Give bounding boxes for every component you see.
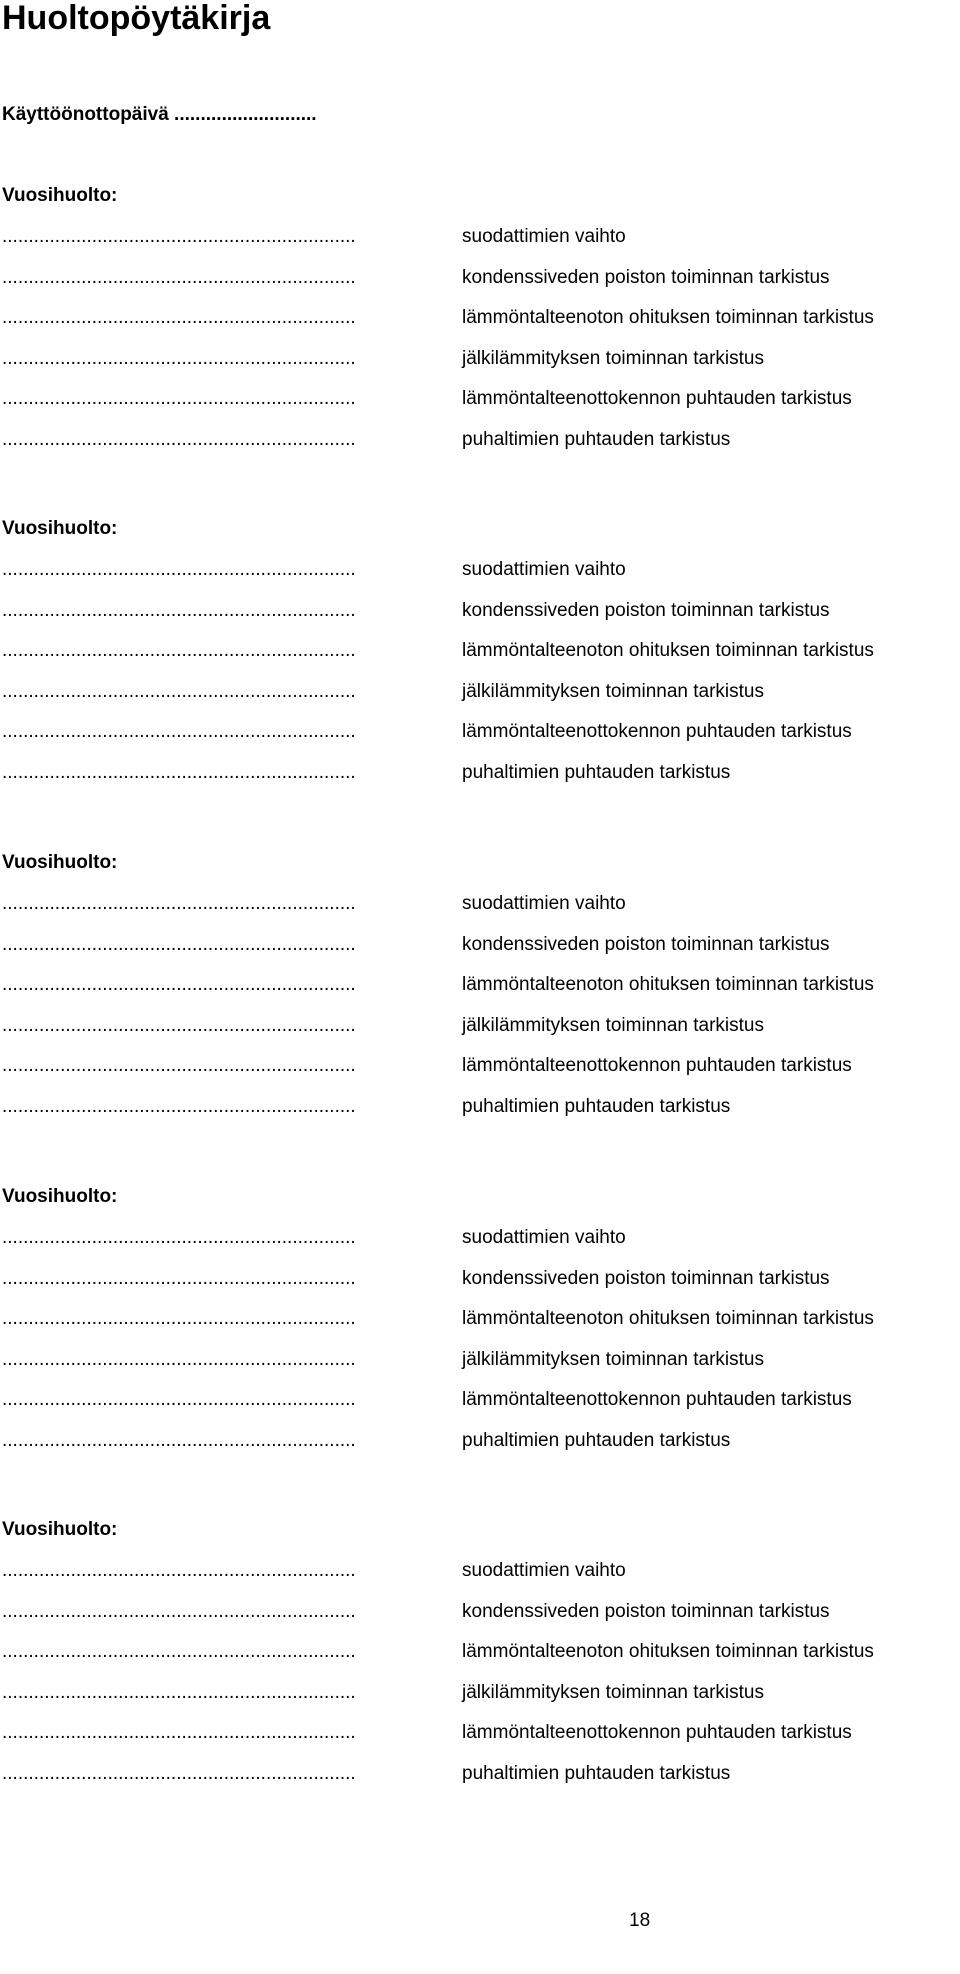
checklist-item-label: suodattimien vaihto xyxy=(462,559,626,580)
fill-in-line: ................................................................... xyxy=(2,226,356,247)
checklist-item xyxy=(2,266,952,307)
fill-in-line: ................................................................... xyxy=(2,1389,356,1410)
fill-in-line: ................................................................... xyxy=(2,1722,356,1743)
fill-in-line: ................................................................... xyxy=(2,1681,356,1703)
section-title: Vuosihuolto: xyxy=(2,1519,118,1540)
fill-in-line: ................................................................... xyxy=(2,1055,356,1076)
checklist-item-label: jälkilämmityksen toiminnan tarkistus xyxy=(462,347,764,369)
checklist-item xyxy=(2,558,952,599)
checklist-item xyxy=(2,1640,952,1681)
checklist-item-label: jälkilämmityksen toiminnan tarkistus xyxy=(462,1014,764,1036)
section-title: Vuosihuolto: xyxy=(2,185,118,206)
checklist-item-label: puhaltimien puhtauden tarkistus xyxy=(462,1429,731,1451)
checklist-item xyxy=(2,428,952,469)
checklist-item xyxy=(2,720,952,761)
checklist-item xyxy=(2,1600,952,1641)
checklist-item xyxy=(2,933,952,974)
fill-in-line: ................................................................... xyxy=(2,1095,356,1117)
checklist-item-label: lämmöntalteenottokennon puhtauden tarkistus xyxy=(462,1055,852,1076)
fill-in-line: ................................................................... xyxy=(2,388,356,409)
checklist xyxy=(2,1226,952,1469)
checklist-item xyxy=(2,1014,952,1055)
checklist-item-label: kondenssiveden poiston toiminnan tarkistus xyxy=(462,599,830,621)
checklist-item-label: lämmöntalteenottokennon puhtauden tarkistus xyxy=(462,1722,852,1743)
fill-in-line: ................................................................... xyxy=(2,1641,356,1662)
checklist-item-label: suodattimien vaihto xyxy=(462,1227,626,1248)
checklist-item-label: kondenssiveden poiston toiminnan tarkistus xyxy=(462,1600,830,1622)
checklist-item-label: jälkilämmityksen toiminnan tarkistus xyxy=(462,1681,764,1703)
annual-service-section-5 xyxy=(2,1518,952,1802)
fill-in-line: ................................................................... xyxy=(2,893,356,914)
section-title: Vuosihuolto: xyxy=(2,852,118,873)
fill-in-line: ................................................................... xyxy=(2,974,356,995)
fill-in-line: ................................................................... xyxy=(2,721,356,742)
annual-service-section-4 xyxy=(2,1185,952,1469)
checklist-item xyxy=(2,1681,952,1722)
checklist-item xyxy=(2,225,952,266)
fill-in-line: ................................................................... xyxy=(2,640,356,661)
checklist-item-label: lämmöntalteenoton ohituksen toiminnan tarkistus xyxy=(462,1641,874,1662)
fill-in-line: ................................................................... xyxy=(2,266,356,288)
annual-service-section-1 xyxy=(2,184,952,468)
install-date-field: Käyttöönottopäivä ........................... xyxy=(2,104,317,125)
checklist-item-label: lämmöntalteenoton ohituksen toiminnan tarkistus xyxy=(462,1308,874,1329)
checklist-item xyxy=(2,1348,952,1389)
checklist-item xyxy=(2,306,952,347)
checklist-item xyxy=(2,1721,952,1762)
checklist-item xyxy=(2,892,952,933)
checklist-item-label: lämmöntalteenottokennon puhtauden tarkistus xyxy=(462,388,852,409)
checklist-item xyxy=(2,1095,952,1136)
checklist-item-label: jälkilämmityksen toiminnan tarkistus xyxy=(462,680,764,702)
checklist xyxy=(2,558,952,801)
checklist-item-label: kondenssiveden poiston toiminnan tarkistus xyxy=(462,1267,830,1289)
checklist-item-label: suodattimien vaihto xyxy=(462,226,626,247)
checklist-item-label: suodattimien vaihto xyxy=(462,1560,626,1581)
fill-in-line: ................................................................... xyxy=(2,347,356,369)
fill-in-line: ................................................................... xyxy=(2,680,356,702)
fill-in-line: ................................................................... xyxy=(2,1308,356,1329)
checklist-item xyxy=(2,1226,952,1267)
checklist-item xyxy=(2,1307,952,1348)
page-title: Huoltopöytäkirja xyxy=(2,0,271,37)
checklist-item-label: kondenssiveden poiston toiminnan tarkistus xyxy=(462,933,830,955)
checklist xyxy=(2,892,952,1135)
fill-in-line: ................................................................... xyxy=(2,1762,356,1784)
checklist-item-label: puhaltimien puhtauden tarkistus xyxy=(462,428,731,450)
fill-in-line: ................................................................... xyxy=(2,1600,356,1622)
fill-in-line: ................................................................... xyxy=(2,307,356,328)
checklist-item xyxy=(2,1559,952,1600)
checklist-item-label: lämmöntalteenoton ohituksen toiminnan tarkistus xyxy=(462,640,874,661)
checklist-item xyxy=(2,1267,952,1308)
fill-in-line: ................................................................... xyxy=(2,599,356,621)
fill-in-line: ................................................................... xyxy=(2,1560,356,1581)
checklist xyxy=(2,1559,952,1802)
section-title: Vuosihuolto: xyxy=(2,1186,118,1207)
checklist-item xyxy=(2,1762,952,1803)
checklist-item-label: puhaltimien puhtauden tarkistus xyxy=(462,761,731,783)
checklist-item xyxy=(2,1388,952,1429)
checklist-item xyxy=(2,387,952,428)
checklist-item xyxy=(2,1429,952,1470)
checklist xyxy=(2,225,952,468)
checklist-item-label: lämmöntalteenoton ohituksen toiminnan tarkistus xyxy=(462,974,874,995)
fill-in-line: ................................................................... xyxy=(2,1227,356,1248)
checklist-item xyxy=(2,761,952,802)
fill-in-line: ................................................................... xyxy=(2,428,356,450)
checklist-item xyxy=(2,1054,952,1095)
fill-in-line: ................................................................... xyxy=(2,1014,356,1036)
fill-in-line: ................................................................... xyxy=(2,933,356,955)
checklist-item xyxy=(2,347,952,388)
annual-service-section-2 xyxy=(2,517,952,801)
page-number: 18 xyxy=(629,1910,651,1931)
checklist-item xyxy=(2,599,952,640)
checklist-item xyxy=(2,680,952,721)
annual-service-section-3 xyxy=(2,851,952,1135)
section-title: Vuosihuolto: xyxy=(2,518,118,539)
checklist-item-label: puhaltimien puhtauden tarkistus xyxy=(462,1762,731,1784)
fill-in-line: ................................................................... xyxy=(2,1267,356,1289)
checklist-item-label: lämmöntalteenottokennon puhtauden tarkistus xyxy=(462,721,852,742)
fill-in-line: ................................................................... xyxy=(2,1429,356,1451)
checklist-item xyxy=(2,973,952,1014)
checklist-item-label: puhaltimien puhtauden tarkistus xyxy=(462,1095,731,1117)
checklist-item xyxy=(2,639,952,680)
fill-in-line: ................................................................... xyxy=(2,1348,356,1370)
fill-in-line: ................................................................... xyxy=(2,559,356,580)
checklist-item-label: kondenssiveden poiston toiminnan tarkistus xyxy=(462,266,830,288)
fill-in-line: ................................................................... xyxy=(2,761,356,783)
checklist-item-label: jälkilämmityksen toiminnan tarkistus xyxy=(462,1348,764,1370)
checklist-item-label: lämmöntalteenoton ohituksen toiminnan tarkistus xyxy=(462,307,874,328)
checklist-item-label: lämmöntalteenottokennon puhtauden tarkistus xyxy=(462,1389,852,1410)
checklist-item-label: suodattimien vaihto xyxy=(462,893,626,914)
